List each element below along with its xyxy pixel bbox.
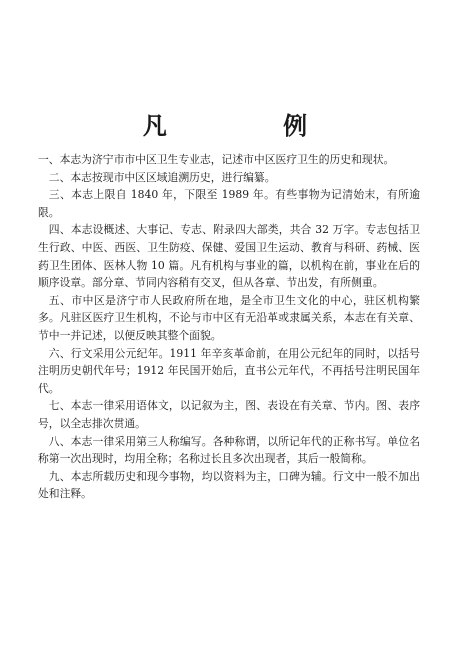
page-title: 凡 例 <box>142 111 362 140</box>
guide-item-4: 四、本志设概述、大事记、专志、附录四大部类，共合 32 万字。专志包括卫生行政、中医、西医、卫生防疫、保健、爱国卫生运动、教育与科研、药械、医药卫生团体、医林人物 10 篇。凡有机构与事业的篇，以机构在前，事业在后的顺序设章。部分章、节同内容稍有交叉，但从各章、节出发，有所侧重。 <box>38 223 420 290</box>
guide-item-7: 七、本志一律采用语体文，以记叙为主，图、表设在有关章、节内。图、表序号，以全志排次贯通。 <box>38 399 420 430</box>
guide-item-5: 五、市中区是济宁市人民政府所在地，是全市卫生文化的中心，驻区机构繁多。凡驻区医疗卫生机构，不论与市中区有无沿革或隶属关系，本志在有关章、节中一并记述，以便反映其整个面貌。 <box>38 293 420 342</box>
guide-item-6: 六、行文采用公元纪年。1911 年辛亥革命前，在用公元纪年的同时，以括号注明历史朝代年号；1912 年民国开始后，直书公元年代，不再括号注明民国年代。 <box>38 346 420 395</box>
guide-item-8: 八、本志一律采用第三人称编写。各种称谓，以所记年代的正称书写。单位名称第一次出现时，均用全称；名称过长且多次出现者，其后一般简称。 <box>38 434 420 466</box>
guide-body <box>38 151 420 503</box>
guide-item-3: 三、本志上限自 1840 年，下限至 1989 年。有些事物为记清始末，有所逾限。 <box>38 188 420 219</box>
guide-item-1: 一、本志为济宁市市中区卫生专业志，记述市中区医疗卫生的历史和现状。 <box>38 153 395 166</box>
guide-item-2: 二、本志按现市中区区域追溯历史，进行编纂。 <box>48 170 276 184</box>
guide-item-9: 九、本志所载历史和现今事物，均以资料为主，口碑为辅。行文中一般不加出处和注释。 <box>38 469 420 501</box>
